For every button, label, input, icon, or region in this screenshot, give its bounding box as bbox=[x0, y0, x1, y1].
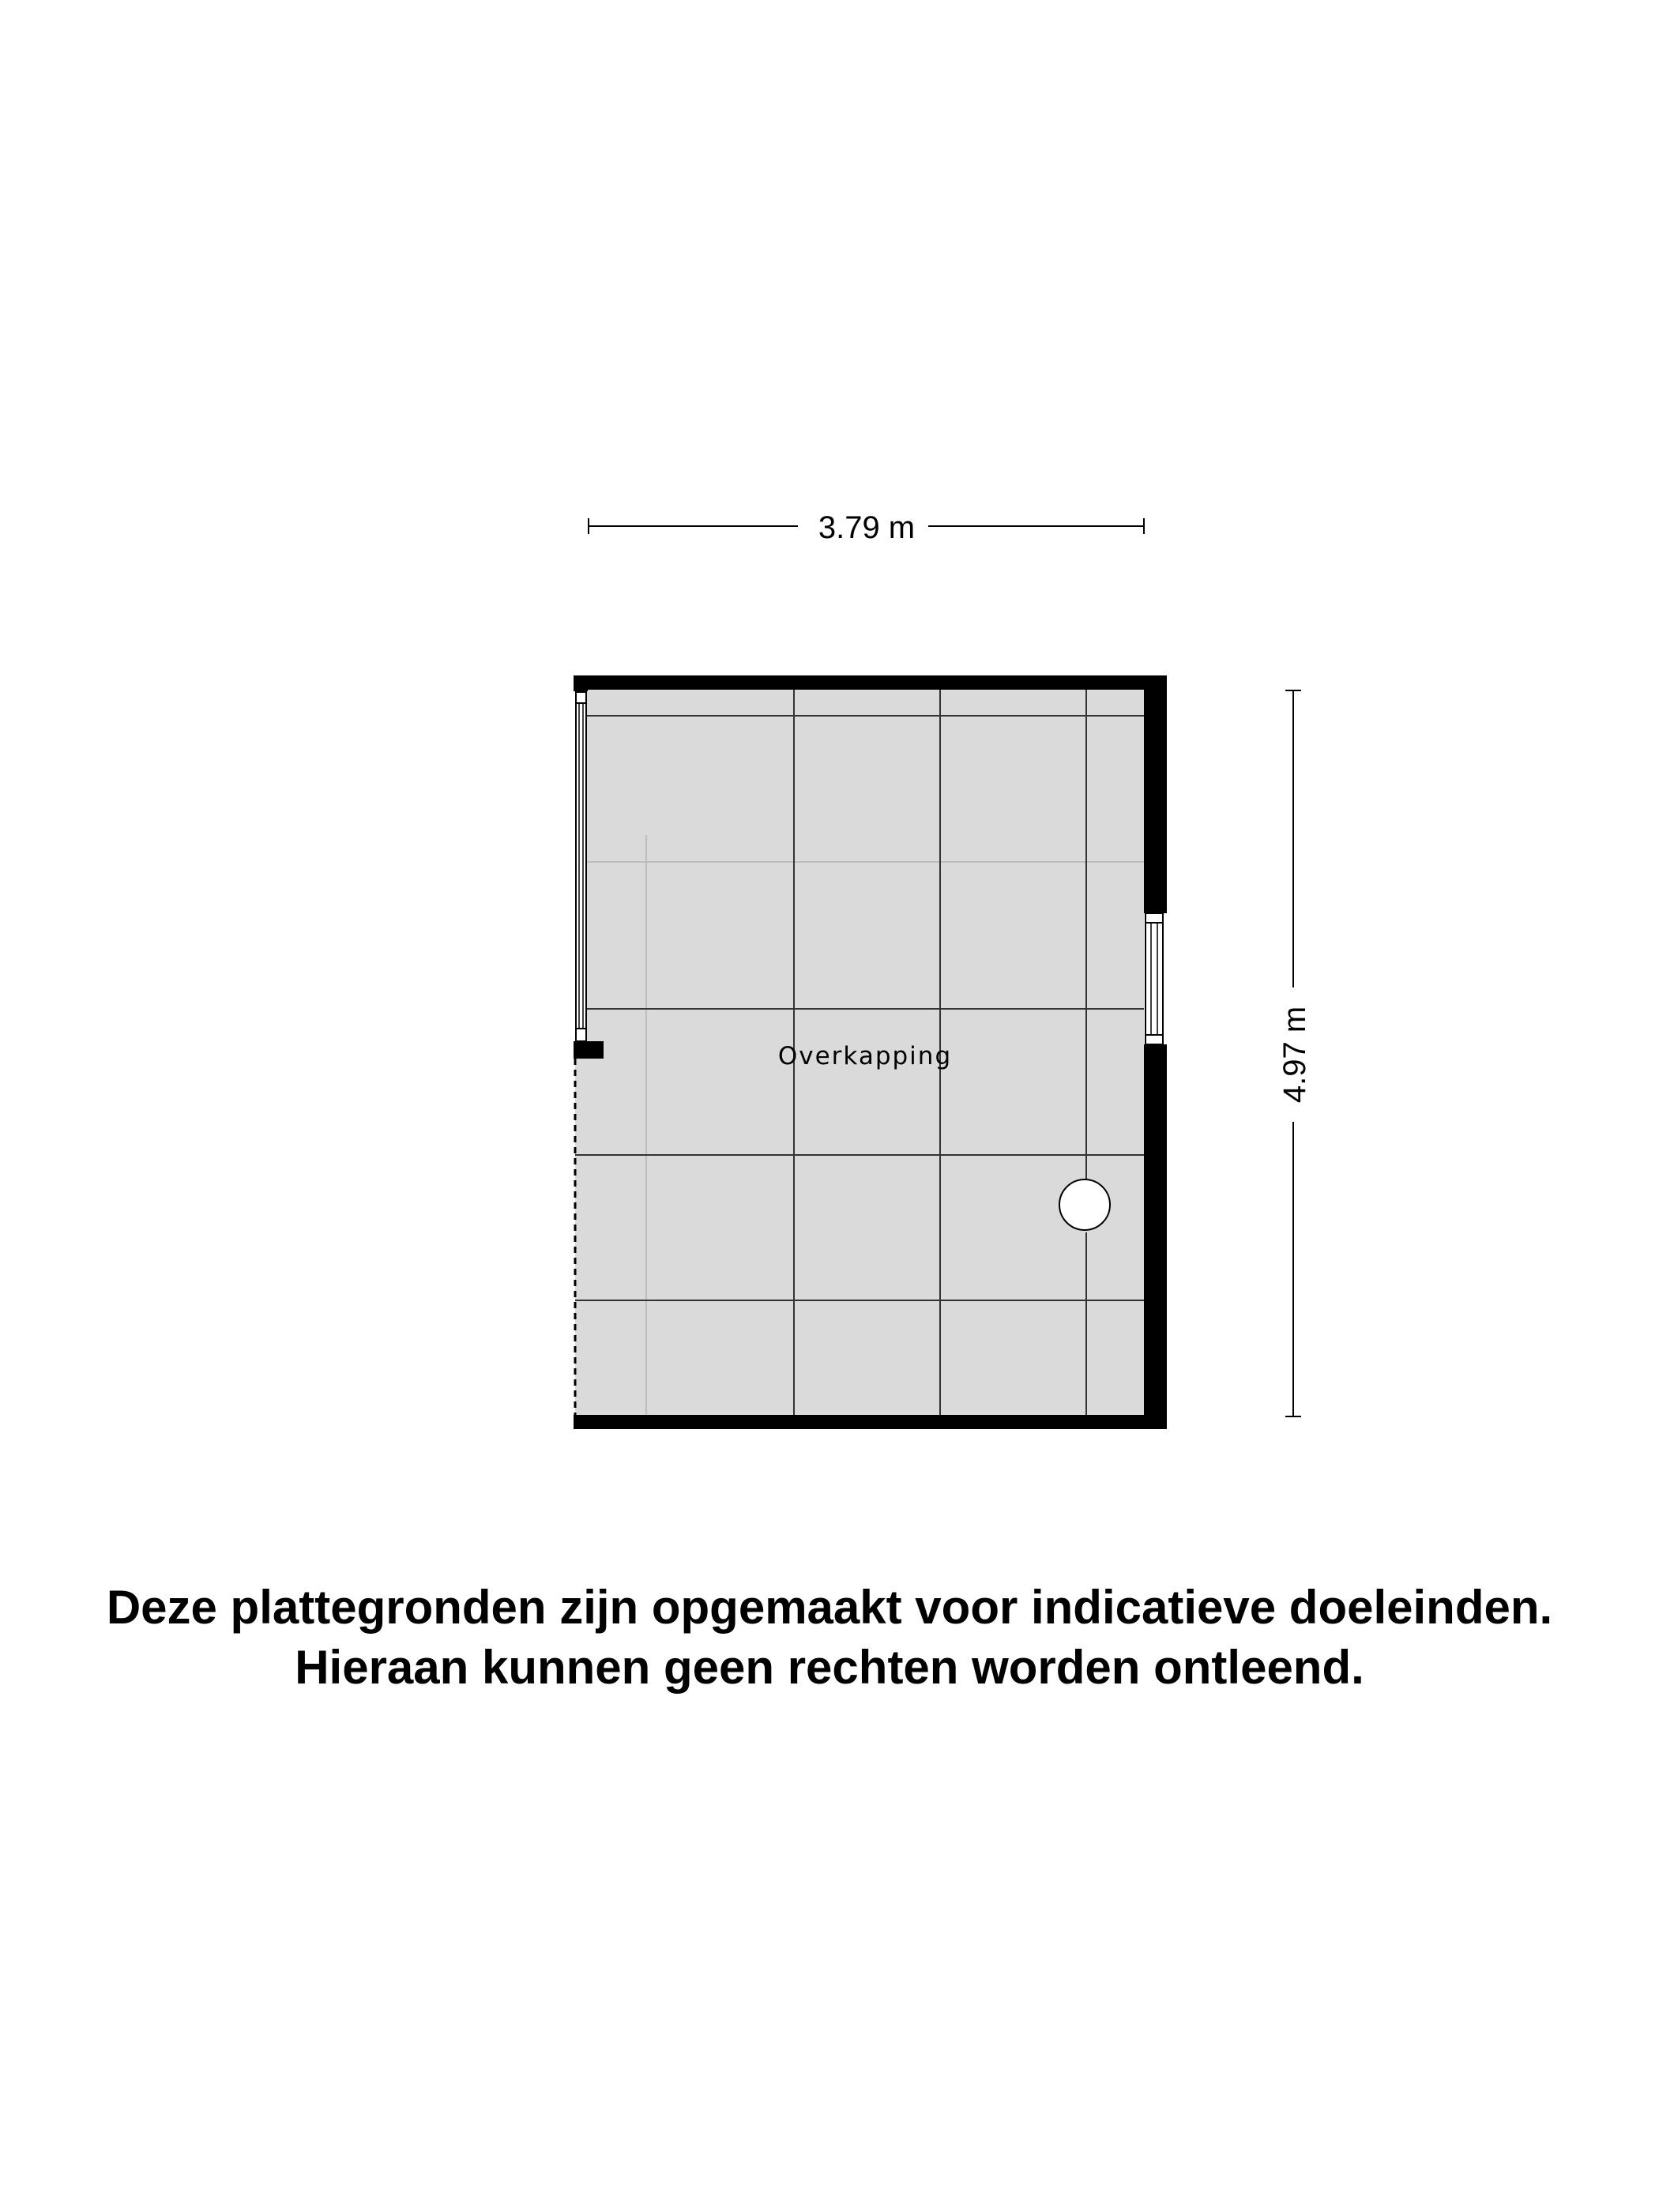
wall-bottom bbox=[574, 1415, 1167, 1429]
wall-left-post-top bbox=[574, 675, 588, 691]
window-icon bbox=[576, 692, 586, 1041]
wall-right-lower bbox=[1144, 1044, 1167, 1429]
height-dimension-label: 4.97 m bbox=[1277, 1006, 1312, 1104]
disclaimer-line-2: Hieraan kunnen geen rechten worden ontleend. bbox=[295, 1641, 1364, 1694]
wall-right-upper bbox=[1144, 675, 1167, 913]
width-dimension-label: 3.79 m bbox=[818, 510, 916, 545]
wall-top bbox=[574, 675, 1167, 690]
disclaimer-line-1: Deze plattegronden zijn opgemaakt voor indicatieve doeleinden. bbox=[106, 1581, 1553, 1634]
height-dimension bbox=[1277, 690, 1312, 1416]
round-fixture-icon bbox=[1059, 1179, 1110, 1230]
window-icon bbox=[1146, 913, 1163, 1044]
room-label: Overkapping bbox=[777, 1042, 953, 1070]
room-overkapping bbox=[574, 675, 1167, 1429]
wall-left-post-bottom bbox=[574, 1041, 604, 1059]
width-dimension bbox=[589, 510, 1144, 545]
